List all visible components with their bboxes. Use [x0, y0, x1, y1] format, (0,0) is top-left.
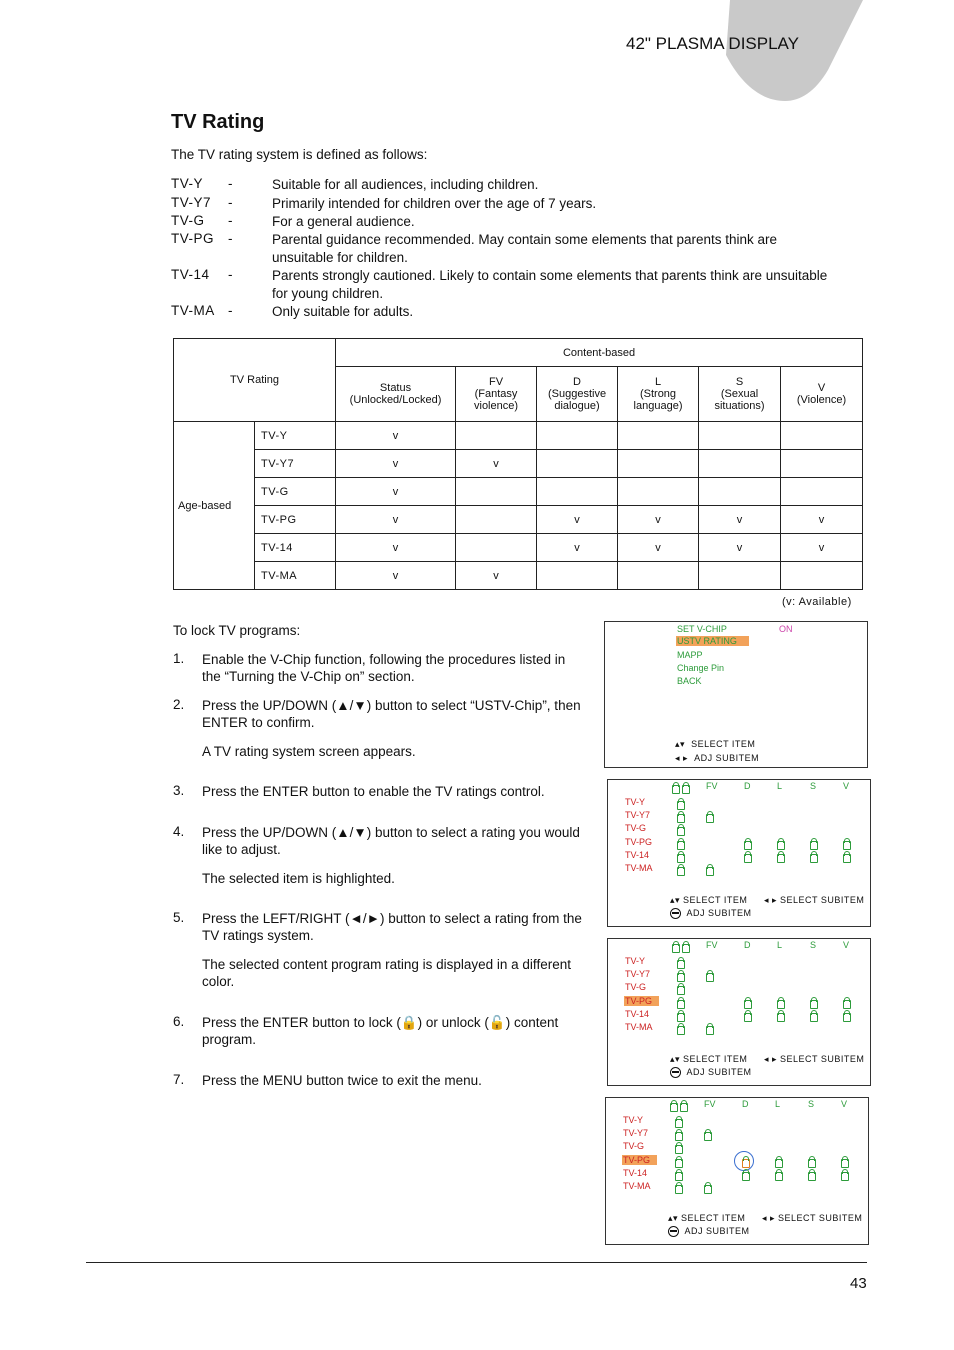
step-text: Press the LEFT/RIGHT (◄/►) button to select a rating from the TV ratings system. — [202, 911, 582, 943]
step-text: Press the UP/DOWN (▲/▼) button to select a rating you would like to adjust. — [202, 825, 580, 857]
table-cell: v — [618, 534, 699, 562]
adj-subitem-hint: ADJ SUBITEM — [668, 1226, 750, 1237]
lock-icon[interactable] — [677, 827, 685, 836]
rating-column-header: D — [742, 1099, 749, 1109]
tv-rating-screen — [605, 1097, 869, 1245]
rating-column-header: FV — [704, 1099, 716, 1109]
def-code: TV-MA — [171, 303, 215, 318]
step-number: 6. — [173, 1014, 185, 1029]
column-header: D (Suggestive dialogue) — [537, 367, 618, 422]
lock-icon[interactable] — [677, 960, 685, 969]
def-dash: - — [228, 176, 233, 191]
rating-row-label[interactable]: TV-MA — [623, 1181, 651, 1191]
lock-icon[interactable] — [677, 973, 685, 982]
row-code: TV-Y7 — [255, 450, 336, 478]
rating-row-label[interactable]: TV-PG — [625, 836, 653, 847]
table-cell: v — [336, 534, 456, 562]
lock-icon[interactable] — [675, 1159, 683, 1168]
def-code: TV-PG — [171, 231, 215, 246]
table-cell — [618, 478, 699, 506]
rating-row-label[interactable]: TV-Y — [625, 797, 646, 807]
rating-column-header: S — [810, 781, 817, 791]
step-number: 4. — [173, 824, 185, 839]
lock-icon[interactable] — [706, 867, 714, 876]
def-code: TV-Y — [171, 176, 204, 191]
table-cell — [618, 450, 699, 478]
lock-icon[interactable] — [744, 841, 752, 850]
column-header: FV (Fantasy violence) — [456, 367, 537, 422]
tv-rating-screen — [607, 938, 871, 1086]
rating-column-header: FV — [706, 940, 718, 950]
lock-icon[interactable] — [677, 801, 685, 810]
table-cell — [456, 506, 537, 534]
lock-icon[interactable] — [777, 854, 785, 863]
table-cell: v — [781, 506, 863, 534]
table-cell — [537, 422, 618, 450]
def-code: TV-14 — [171, 267, 210, 282]
rating-row-label[interactable]: TV-14 — [625, 849, 650, 860]
rating-row-label[interactable]: TV-Y — [623, 1115, 644, 1125]
def-dash: - — [228, 231, 233, 246]
up-down-arrow-icon: ▴▾ — [675, 739, 686, 749]
table-cell: v — [336, 506, 456, 534]
step-text: Press the ENTER button to enable the TV ratings control. — [202, 784, 545, 799]
def-code: TV-Y7 — [171, 195, 212, 210]
content-based-header: Content-based — [336, 339, 863, 367]
lock-icon[interactable] — [744, 854, 752, 863]
row-code: TV-Y — [255, 422, 336, 450]
table-cell — [618, 422, 699, 450]
table-cell: v — [699, 506, 781, 534]
table-cell — [537, 478, 618, 506]
menu-item: SET V-CHIP — [677, 624, 727, 634]
row-code: TV-PG — [255, 506, 336, 534]
rating-column-header: D — [744, 940, 751, 950]
row-code: TV-G — [255, 478, 336, 506]
age-based-label: Age-based — [174, 422, 255, 590]
select-subitem-hint: ◂ ▸ SELECT SUBITEM — [764, 895, 865, 905]
lock-icon[interactable] — [777, 841, 785, 850]
table-row — [174, 450, 863, 478]
def-dash: - — [228, 213, 233, 228]
rating-row-label[interactable]: TV-14 — [623, 1167, 648, 1178]
lock-icon[interactable] — [841, 1159, 849, 1168]
lock-icon[interactable] — [706, 814, 714, 823]
lock-icon[interactable] — [744, 1013, 752, 1022]
rating-row-label[interactable]: TV-G — [625, 823, 647, 834]
lock-icon[interactable] — [775, 1159, 783, 1168]
rating-column-header: FV — [706, 781, 718, 791]
section-title: TV Rating — [171, 111, 265, 133]
table-cell: v — [537, 534, 618, 562]
lock-icon[interactable] — [704, 1185, 712, 1194]
table-cell: v — [456, 562, 537, 590]
adjust-icon — [668, 1226, 679, 1237]
table-cell — [781, 450, 863, 478]
menu-item: Change Pin — [677, 663, 725, 673]
select-item-hint: ▴▾ SELECT ITEM — [668, 1213, 746, 1223]
lock-icon[interactable] — [808, 1172, 816, 1181]
select-item-hint: ▴▾ SELECT ITEM — [670, 1054, 748, 1064]
rating-row-label[interactable]: TV-MA — [625, 863, 653, 873]
lock-icon[interactable] — [810, 1013, 818, 1022]
rating-row-label[interactable]: TV-14 — [625, 1008, 650, 1019]
table-cell: v — [537, 506, 618, 534]
table-row — [174, 506, 863, 534]
lock-icon[interactable] — [675, 1185, 683, 1194]
lock-icon[interactable] — [677, 1026, 685, 1035]
table-cell — [781, 478, 863, 506]
footer-rule — [86, 1262, 867, 1263]
tv-rating-screen — [607, 779, 871, 927]
table-cell: v — [699, 534, 781, 562]
step-number: 2. — [173, 697, 185, 712]
lock-icon[interactable] — [742, 1159, 750, 1168]
left-right-arrow-icon: ◂ ▸ — [675, 753, 689, 763]
rating-row-label[interactable]: TV-PG — [624, 996, 659, 1006]
adjust-icon — [670, 1067, 681, 1078]
rating-row-label[interactable]: TV-MA — [625, 1022, 653, 1032]
step-subtext: The selected item is highlighted. — [202, 871, 395, 886]
lock-icon[interactable] — [677, 1013, 685, 1022]
step-number: 3. — [173, 783, 185, 798]
lock-icon[interactable] — [843, 1013, 851, 1022]
row-code: TV-MA — [255, 562, 336, 590]
rating-row-label[interactable]: TV-Y7 — [623, 1128, 649, 1139]
lock-unlock-header-icon — [671, 942, 691, 952]
step-number: 1. — [173, 651, 185, 666]
select-subitem-hint: ◂ ▸ SELECT SUBITEM — [762, 1213, 863, 1223]
def-dash: - — [228, 303, 233, 318]
table-cell — [781, 562, 863, 590]
def-text: Only suitable for adults. — [272, 304, 414, 319]
table-cell — [699, 422, 781, 450]
adj-subitem-hint: ADJ SUBITEM — [670, 908, 752, 919]
table-cell — [537, 562, 618, 590]
def-dash: - — [228, 195, 233, 210]
rating-row-label[interactable]: TV-G — [623, 1141, 645, 1152]
rating-column-header: L — [775, 1099, 781, 1109]
lock-icon[interactable] — [675, 1172, 683, 1181]
available-note: (v: Available) — [782, 596, 852, 608]
table-cell — [618, 562, 699, 590]
lock-icon[interactable] — [810, 854, 818, 863]
lock-icon[interactable] — [777, 1013, 785, 1022]
lock-icon[interactable] — [677, 986, 685, 995]
select-item-hint: ▴▾ SELECT ITEM — [675, 739, 756, 749]
table-cell — [781, 422, 863, 450]
def-text: For a general audience. — [272, 214, 415, 229]
step-subtext: The selected content program rating is displayed in a different color. — [202, 957, 571, 989]
lock-icon[interactable] — [677, 1000, 685, 1009]
rating-column-header: D — [744, 781, 751, 791]
vchip-menu-screen — [604, 621, 868, 768]
rating-row-label[interactable]: TV-Y — [625, 956, 646, 966]
table-cell: v — [336, 562, 456, 590]
step-number: 7. — [173, 1072, 185, 1087]
def-text: Suitable for all audiences, including children. — [272, 177, 539, 192]
lock-icon[interactable] — [843, 1000, 851, 1009]
column-header: L (Strong language) — [618, 367, 699, 422]
rating-row-label[interactable]: TV-PG — [622, 1155, 657, 1165]
table-cell — [456, 422, 537, 450]
intro-text: The TV rating system is defined as follows: — [171, 147, 428, 162]
def-dash: - — [228, 267, 233, 282]
menu-item: BACK — [677, 676, 702, 686]
rating-column-header: S — [810, 940, 817, 950]
adj-subitem-hint: ◂ ▸ ADJ SUBITEM — [675, 753, 760, 763]
lock-icon[interactable] — [675, 1119, 683, 1128]
table-cell — [699, 562, 781, 590]
select-subitem-hint: ◂ ▸ SELECT SUBITEM — [764, 1054, 865, 1064]
lock-icon[interactable] — [704, 1132, 712, 1141]
column-header: V (Violence) — [781, 367, 863, 422]
on-value: ON — [779, 624, 793, 634]
table-row — [174, 562, 863, 590]
lock-intro: To lock TV programs: — [173, 623, 301, 638]
table-cell — [537, 450, 618, 478]
step-text: Press the UP/DOWN (▲/▼) button to select “USTV-Chip”, then ENTER to confirm. — [202, 698, 581, 730]
table-cell: v — [336, 478, 456, 506]
table-cell: v — [618, 506, 699, 534]
lock-icon[interactable] — [706, 1026, 714, 1035]
lock-icon[interactable] — [706, 973, 714, 982]
lock-unlock-header-icon — [669, 1101, 689, 1111]
lock-icon[interactable] — [843, 854, 851, 863]
table-row — [174, 422, 863, 450]
corner-graphic — [0, 0, 954, 110]
table-cell — [456, 534, 537, 562]
table-cell: v — [336, 450, 456, 478]
lock-icon[interactable] — [677, 814, 685, 823]
step-text: Press the ENTER button to lock (🔒) or unlock (🔓) content program. — [202, 1015, 559, 1047]
table-row — [174, 478, 863, 506]
rating-column-header: V — [843, 781, 850, 791]
lock-icon[interactable] — [777, 1000, 785, 1009]
row-code: TV-14 — [255, 534, 336, 562]
table-cell: v — [336, 422, 456, 450]
page-number: 43 — [850, 1275, 867, 1292]
rating-column-header: S — [808, 1099, 815, 1109]
column-header: S (Sexual situations) — [699, 367, 781, 422]
menu-item: MAPP — [677, 650, 703, 660]
table-cell — [699, 450, 781, 478]
header-title: 42" PLASMA DISPLAY — [626, 34, 799, 53]
select-item-hint: ▴▾ SELECT ITEM — [670, 895, 748, 905]
table-cell: v — [456, 450, 537, 478]
rating-table — [173, 338, 863, 590]
menu-item-selected: USTV RATING — [676, 636, 749, 646]
def-text: Primarily intended for children over the age of 7 years. — [272, 196, 597, 211]
rating-column-header: L — [777, 940, 783, 950]
def-code: TV-G — [171, 213, 205, 228]
lock-icon[interactable] — [677, 867, 685, 876]
rating-column-header: V — [843, 940, 850, 950]
lock-icon[interactable] — [808, 1159, 816, 1168]
lock-icon[interactable] — [841, 1172, 849, 1181]
lock-icon[interactable] — [677, 841, 685, 850]
step-text: Enable the V-Chip function, following the procedures listed in the “Turning the V-Chip on” section. — [202, 652, 566, 684]
adj-subitem-hint: ADJ SUBITEM — [670, 1067, 752, 1078]
lock-icon[interactable] — [742, 1172, 750, 1181]
rating-row-label[interactable]: TV-G — [625, 982, 647, 993]
adjust-icon — [670, 908, 681, 919]
rating-column-header: V — [841, 1099, 848, 1109]
table-cell — [699, 478, 781, 506]
lock-icon[interactable] — [675, 1132, 683, 1141]
rating-column-header: L — [777, 781, 783, 791]
rating-row-label[interactable]: TV-Y7 — [625, 810, 651, 821]
def-text: Parental guidance recommended. May contain some elements that parents think are unsuitable for children. — [272, 232, 778, 265]
table-corner: TV Rating — [174, 339, 336, 422]
lock-icon[interactable] — [744, 1000, 752, 1009]
lock-icon[interactable] — [810, 1000, 818, 1009]
table-cell: v — [781, 534, 863, 562]
column-header: Status (Unlocked/Locked) — [336, 367, 456, 422]
def-text: Parents strongly cautioned. Likely to contain some elements that parents think are unsuitable for young children. — [272, 268, 828, 301]
lock-icon[interactable] — [677, 854, 685, 863]
rating-row-label[interactable]: TV-Y7 — [625, 969, 651, 980]
lock-icon[interactable] — [843, 841, 851, 850]
lock-icon[interactable] — [675, 1145, 683, 1154]
step-subtext: A TV rating system screen appears. — [202, 744, 416, 759]
lock-icon[interactable] — [775, 1172, 783, 1181]
step-text: Press the MENU button twice to exit the menu. — [202, 1073, 482, 1088]
lock-unlock-header-icon — [671, 783, 691, 793]
table-cell — [456, 478, 537, 506]
table-row — [174, 534, 863, 562]
step-number: 5. — [173, 910, 185, 925]
lock-icon[interactable] — [810, 841, 818, 850]
